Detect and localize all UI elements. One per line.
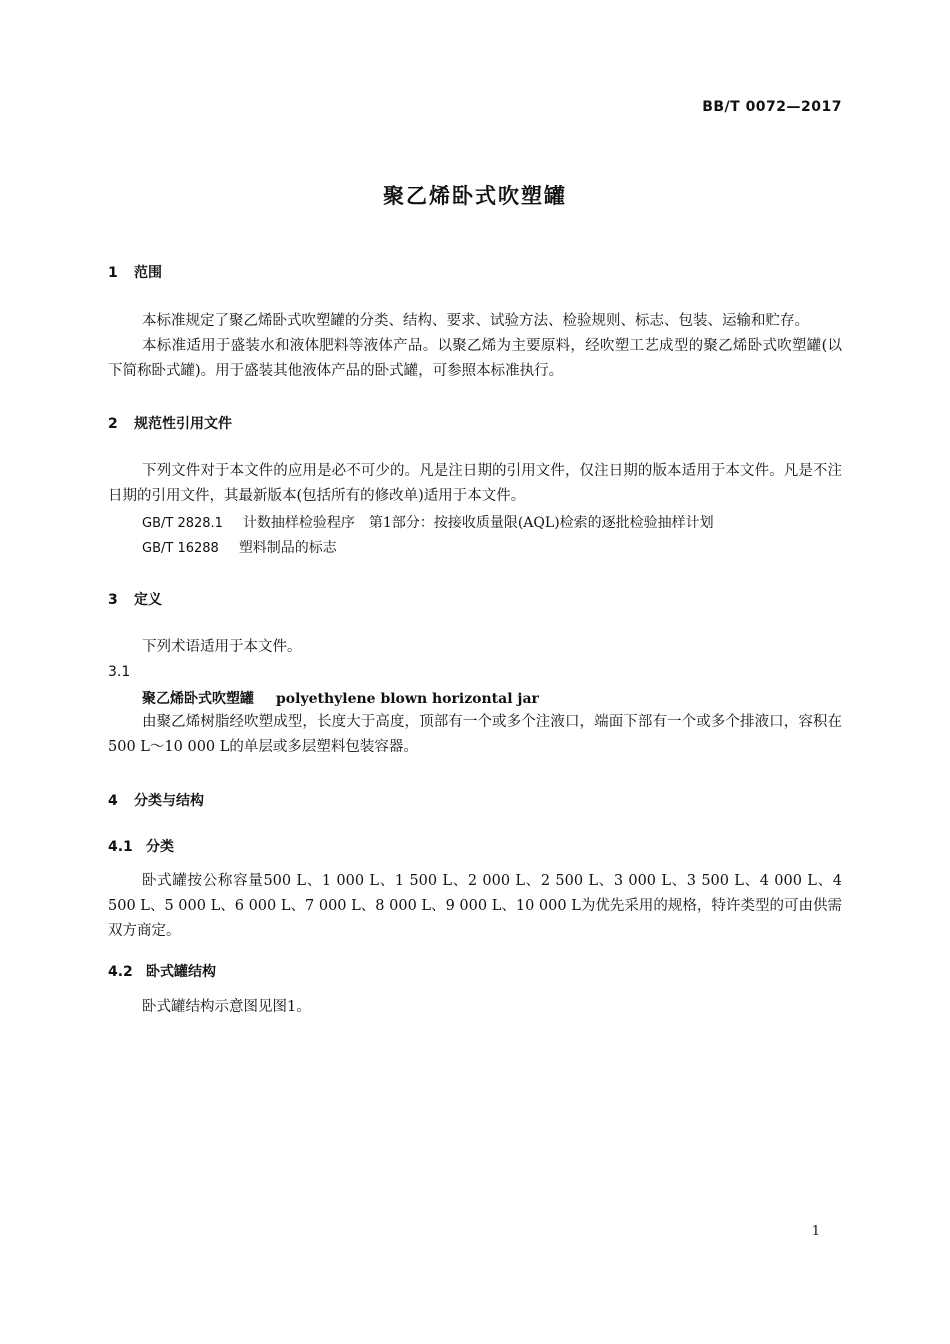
subsection-4-2-title: 卧式罐结构 (146, 964, 216, 980)
reference-item (142, 512, 714, 532)
reference-code: GB/T 16288 (142, 541, 219, 556)
subsection-4-1-title: 分类 (146, 839, 174, 855)
subsection-3-1-number: 3.1 (108, 664, 131, 680)
section-4-heading (108, 790, 204, 810)
subsection-4-2-para: 卧式罐结构示意图见图1。 (142, 999, 311, 1015)
subsection-4-1-heading (108, 836, 174, 856)
term-entry (142, 688, 539, 708)
subsection-4-2-number: 4.2 (108, 964, 133, 980)
section-4-number: 4 (108, 793, 118, 809)
subsection-4-2-body (108, 995, 842, 1020)
section-1-number: 1 (108, 265, 118, 281)
reference-name: 计数抽样检验程序 第1部分：按接收质量限(AQL)检索的逐批检验抽样计划 (242, 515, 714, 531)
reference-item (142, 537, 337, 557)
section-1-title: 范围 (134, 265, 162, 281)
term-definition-text: 由聚乙烯树脂经吹塑成型，长度大于高度，顶部有一个或多个注液口，端面下部有一个或多个排液口，容积在500 L～10 000 L的单层或多层塑料包装容器。 (108, 714, 842, 755)
reference-code: GB/T 2828.1 (142, 516, 223, 531)
section-4-title: 分类与结构 (134, 793, 204, 809)
section-3-para: 下列术语适用于本文件。 (142, 639, 302, 655)
section-2-para: 下列文件对于本文件的应用是必不可少的。凡是注日期的引用文件，仅注日期的版本适用于本文件。凡是不注日期的引用文件，其最新版本(包括所有的修改单)适用于本文件。 (108, 463, 842, 504)
section-3-number: 3 (108, 592, 118, 608)
section-1-para-2: 本标准适用于盛装水和液体肥料等液体产品。以聚乙烯为主要原料，经吹塑工艺成型的聚乙烯卧式吹塑罐(以下简称卧式罐)。用于盛装其他液体产品的卧式罐，可参照本标准执行。 (108, 338, 842, 379)
section-1-heading (108, 262, 162, 282)
section-3-body (108, 635, 842, 660)
section-1-para-1: 本标准规定了聚乙烯卧式吹塑罐的分类、结构、要求、试验方法、检验规则、标志、包装、运输和贮存。 (142, 313, 809, 329)
document-title: 聚乙烯卧式吹塑罐 (383, 184, 567, 208)
section-2-body (108, 459, 842, 509)
term-definition (108, 710, 842, 760)
standard-number: BB/T 0072—2017 (702, 99, 842, 115)
term-chinese: 聚乙烯卧式吹塑罐 (142, 691, 254, 707)
section-3-title: 定义 (134, 592, 162, 608)
section-3-heading (108, 589, 162, 609)
subsection-4-2-heading (108, 961, 216, 981)
subsection-4-1-number: 4.1 (108, 839, 133, 855)
section-1-body (108, 309, 842, 384)
term-english: polyethylene blown horizontal jar (276, 691, 539, 707)
section-2-title: 规范性引用文件 (134, 416, 232, 432)
page-number: 1 (811, 1224, 820, 1239)
section-2-heading (108, 413, 232, 433)
reference-name: 塑料制品的标志 (238, 540, 337, 556)
subsection-4-1-para: 卧式罐按公称容量500 L、1 000 L、1 500 L、2 000 L、2 500 L、3 000 L、3 500 L、4 000 L、4 500 L、5 000 L、6 000 L、7 000 L、8 000 L、9 000 L、10 000 L为优先采用的规格，特许类型的可由供需双方商定。 (108, 873, 842, 939)
section-2-number: 2 (108, 416, 118, 432)
subsection-4-1-body (108, 869, 842, 944)
